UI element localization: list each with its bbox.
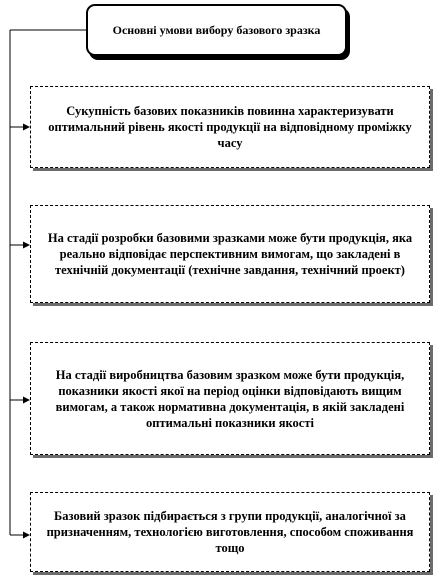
condition-text-2: На стадії розробки базовими зразками може бути продукція, яка реально відповідає перспективним вимогам, що закладені в технічній документації (технічне завдання, технічний проект) [47, 231, 413, 277]
diagram-title: Основні умови вибору базового зразка [112, 23, 321, 37]
condition-text-3: На стадії виробництва базовим зразком може бути продукція, показники якості якої на період оцінки відповідають вищим вимогам, а також нормативна документація, в якій закладені оптимальні показники якості [55, 367, 405, 430]
condition-box-1 [30, 86, 430, 168]
diagram-title-box [86, 4, 347, 56]
condition-box-3 [30, 342, 430, 455]
condition-text-4: Базовий зразок підбирається з групи продукції, аналогічної за призначенням, технологією виготовлення, способом споживання тощо [46, 509, 414, 555]
condition-text-1: Сукупність базових показників повинна характеризувати оптимальний рівень якості продукції на відповідному проміжку часу [48, 104, 412, 150]
condition-box-4 [30, 492, 430, 572]
condition-box-2 [30, 205, 430, 303]
